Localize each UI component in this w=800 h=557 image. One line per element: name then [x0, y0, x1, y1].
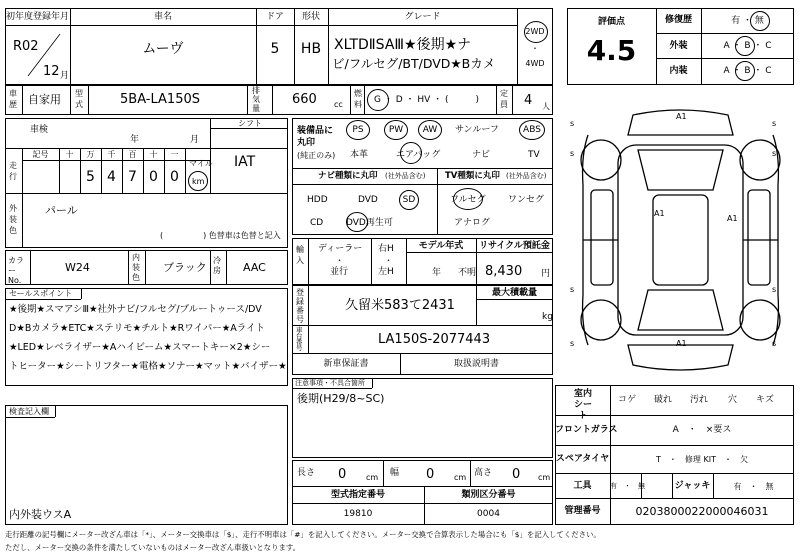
navi-cd: CD [310, 218, 324, 228]
digit-header: 万 [86, 150, 95, 159]
shaken-month-unit: 月 [190, 135, 200, 145]
height-value: 0 [512, 467, 521, 482]
exterior-label: 外装 [669, 41, 688, 51]
digit-header: 千 [107, 150, 116, 159]
usage-value: 自家用 [28, 93, 61, 106]
color-label: 外装色 [9, 204, 17, 235]
chassis-label: 車台番号 [296, 326, 303, 352]
jack-options: 有 ・ 無 [733, 482, 774, 491]
equipment-ps: PS [352, 125, 364, 135]
sheet-item: 破れ [654, 395, 673, 405]
grade-label: グレード [404, 12, 441, 22]
digit-header: 百 [128, 150, 137, 159]
sales-points-label: セールスポイント [9, 289, 73, 298]
drive-2wd: 2WD [525, 27, 545, 36]
mileage-digit: 0 [149, 169, 158, 185]
interior-sheet-label: 室内シート [573, 389, 592, 421]
interior-color-value: ブラック [163, 261, 207, 274]
navi-dvd: DVD [358, 195, 378, 205]
displacement-value: 660 [292, 92, 317, 107]
usage-label: 車歴 [9, 89, 17, 109]
drive-separator: ・ [531, 44, 539, 53]
tv-fullseg: フルセグ [450, 195, 486, 205]
repaint-note: ( ) 色替車は色替と記入 [160, 231, 281, 240]
inspector-box [5, 405, 288, 525]
new-warranty: 新車保証書 [323, 359, 369, 369]
width-value: 0 [426, 467, 435, 482]
reg-year: R02 [13, 39, 39, 54]
max-load-unit: kg [542, 312, 553, 322]
corner-label: s [570, 149, 575, 158]
corner-label: s [570, 285, 575, 294]
color-no-label: カラーNo. [8, 256, 24, 285]
model-label: 型式 [75, 89, 83, 109]
shape-label: 形状 [301, 12, 320, 22]
damage-mark: A1 [676, 339, 687, 348]
model-code: 5BA-LA150S [120, 92, 200, 107]
capacity-unit: 人 [542, 102, 550, 111]
sheet-item: コゲ [618, 395, 637, 405]
mileage-label: 走行 [9, 161, 17, 181]
interior-options: A ・ B ・ C [723, 66, 772, 76]
damage-mark: A1 [654, 209, 665, 218]
exterior-options: A ・ B ・ C [723, 41, 772, 51]
corner-label: s [772, 149, 777, 158]
door-count: 5 [270, 41, 280, 57]
digit-header: 十 [149, 150, 158, 159]
fuel-options: G ・ D ・ HV ・ ( ) [374, 95, 480, 105]
equipment-tv: TV [528, 150, 540, 160]
corner-label: s [570, 119, 575, 128]
tools-options: 有 ・ 無 [610, 482, 645, 490]
car-name: ムーヴ [142, 41, 184, 57]
tv-oneseg: ワンセグ [508, 195, 545, 205]
color-no-value: W24 [65, 261, 90, 274]
windshield-options: A ・ ×要ス [672, 425, 732, 435]
mgmt-label: 管理番号 [564, 506, 601, 516]
length-value: 0 [338, 467, 347, 482]
inspector-label: 検査記入欄 [9, 407, 49, 416]
displacement-label: 排気量 [252, 86, 260, 113]
navi-type-note: (社外品含む) [385, 172, 426, 180]
reg-month-unit: 月 [60, 71, 70, 81]
score-value: 4.5 [586, 34, 637, 67]
sales-point-line: D★Bカメラ★ETC★ステリモ★チルト★Rワイパー★Aライト [9, 323, 265, 334]
plate-label: 登録番号 [296, 288, 304, 324]
mileage-digit: 7 [128, 169, 137, 185]
height-unit: cm [538, 473, 551, 482]
repair-history-label: 修復歴 [664, 15, 692, 25]
import-sep-2: ・ [384, 256, 393, 265]
chassis-number: LA150S-2077443 [378, 332, 491, 347]
shift-label: シフト [238, 119, 262, 128]
equipment-sunroof: サンルーフ [455, 125, 499, 135]
import-sep: ・ [335, 256, 344, 265]
tv-type-note: (社外品含む) [506, 172, 547, 180]
drive-4wd: 4WD [525, 59, 545, 68]
sheet-item: 汚れ [690, 395, 709, 405]
import-label: 輸入 [296, 245, 304, 265]
equipment-navi: ナビ [472, 150, 491, 160]
jack-label: ジャッキ [674, 481, 711, 491]
model-year-unit: 年 [432, 268, 442, 278]
equipment-label: 装備品に丸印 [297, 126, 334, 148]
footer-note-2: ただし、メーター交換の条件を満たしていないものはメーター改ざん車扱いとなります。 [5, 543, 301, 552]
navi-sd: SD [402, 195, 416, 205]
tv-analog: アナログ [454, 218, 491, 228]
door-label: ドア [266, 12, 284, 22]
displacement-unit: cc [334, 100, 343, 109]
owner-manual: 取扱説明書 [453, 359, 499, 369]
windshield-label: フロントガラス [555, 425, 618, 435]
notes-label: 注意事項・不具合箇所 [295, 379, 365, 387]
footer-note-1: 走行距離の記号欄にメーター改ざん車は「*」、メーター交換車は「$」、走行不明車は「#」を記入してください。メーター交換で合算表示した場合にも「$」を記入してください。 [5, 530, 601, 539]
interior-color-label: 内装色 [132, 253, 140, 282]
max-load-label: 最大積載量 [491, 288, 537, 298]
tools-label: 工具 [573, 481, 592, 491]
class-value: 0004 [477, 509, 500, 519]
shaken-label: 車検 [30, 125, 49, 135]
grade-line-2: ビ/フルセグ/BT/DVD★Bカメ [332, 56, 496, 71]
damage-mark: A1 [676, 112, 687, 121]
corner-label: s [772, 339, 777, 348]
equipment-sublabel: (純正のみ) [297, 151, 336, 160]
aircon-label: 冷房 [213, 256, 221, 275]
corner-label: s [570, 339, 575, 348]
shaken-year-unit: 年 [130, 135, 140, 145]
notes-box [292, 378, 553, 458]
type-cert-label: 型式指定番号 [330, 490, 385, 500]
digit-header: 十 [65, 150, 74, 159]
equipment-aw: AW [422, 125, 438, 135]
equipment-abs: ABS [523, 125, 541, 135]
corner-label: s [772, 119, 777, 128]
class-label: 類別区分番号 [461, 490, 516, 500]
sales-point-line: ★LED★レベライザー★Aハイビーム★スマートキー×2★シー [9, 342, 271, 353]
width-unit: cm [454, 473, 467, 482]
import-right-h: 右H [378, 244, 394, 254]
equipment-airbag: エアバッグ [396, 150, 441, 160]
sheet-item: キズ [756, 395, 774, 405]
inspector-text: 内外装ウスA [9, 508, 72, 521]
damage-mark: A1 [727, 214, 738, 223]
sales-point-line: トヒーター★シートリフター★電格★ソナー★マット★バイザー★ [9, 361, 287, 372]
equipment-leather: 本革 [350, 150, 369, 160]
navi-hdd: HDD [307, 195, 328, 205]
model-year-value: 不明 [458, 268, 477, 278]
reg-month: 12 [43, 64, 60, 79]
color-value: パール [45, 204, 78, 217]
spare-tire-options: T ・ 修理 KIT ・ 欠 [656, 455, 748, 464]
interior-label: 内装 [669, 66, 688, 76]
mgmt-number: 0203800022000046031 [635, 505, 769, 518]
score-label: 評価点 [597, 17, 625, 27]
length-unit: cm [366, 473, 379, 482]
import-dealer: ディーラー [318, 244, 363, 254]
shift-value: IAT [234, 154, 256, 170]
repair-history-options: 有 ・ 無 [731, 16, 764, 26]
length-label: 長さ [297, 468, 316, 478]
plate-number: 久留米583て2431 [345, 298, 455, 313]
equipment-pw: PW [388, 125, 404, 135]
height-label: 高さ [474, 468, 493, 478]
mileage-digit: 5 [86, 169, 95, 185]
aircon-value: AAC [243, 261, 266, 274]
recycle-unit: 円 [541, 269, 551, 279]
model-year-label: モデル年式 [418, 241, 464, 251]
spare-tire-label: スペアタイヤ [555, 454, 610, 464]
capacity-value: 4 [524, 93, 533, 108]
corner-label: s [772, 285, 777, 294]
width-label: 幅 [390, 468, 400, 478]
km-label: km [192, 177, 205, 186]
sheet-item: 穴 [728, 395, 738, 405]
body-shape: HB [300, 41, 322, 57]
navi-type-label: ナビ種類に丸印 [318, 171, 378, 181]
tv-type-label: TV種類に丸印 [445, 171, 500, 181]
reg-year-label: 初年度登録年月 [5, 12, 69, 22]
recycle-label: リサイクル預託金 [479, 241, 550, 251]
mileage-digit: 0 [170, 169, 179, 185]
mileage-digit: 4 [107, 169, 116, 185]
digit-header-symbol: 記号 [32, 150, 49, 159]
import-parallel: 並行 [330, 267, 349, 277]
sales-point-line: ★後期★スマアシⅢ★社外ナビ/フルセグ/ブルートゥース/DV [9, 304, 262, 315]
type-cert-value: 19810 [343, 509, 373, 519]
import-left-h: 左H [378, 267, 394, 277]
capacity-label: 定員 [500, 89, 508, 109]
mile-label: マイル [189, 159, 213, 168]
grade-line-1: XLTDⅡSAⅢ★後期★ナ [334, 37, 472, 53]
navi-dvd-play: DVD再生可 [346, 218, 393, 228]
digit-header: 一 [170, 150, 179, 159]
recycle-value: 8,430 [485, 264, 523, 279]
car-name-label: 車名 [153, 12, 172, 22]
fuel-label: 燃料 [354, 89, 362, 109]
notes-text: 後期(H29/8~SC) [297, 392, 385, 405]
